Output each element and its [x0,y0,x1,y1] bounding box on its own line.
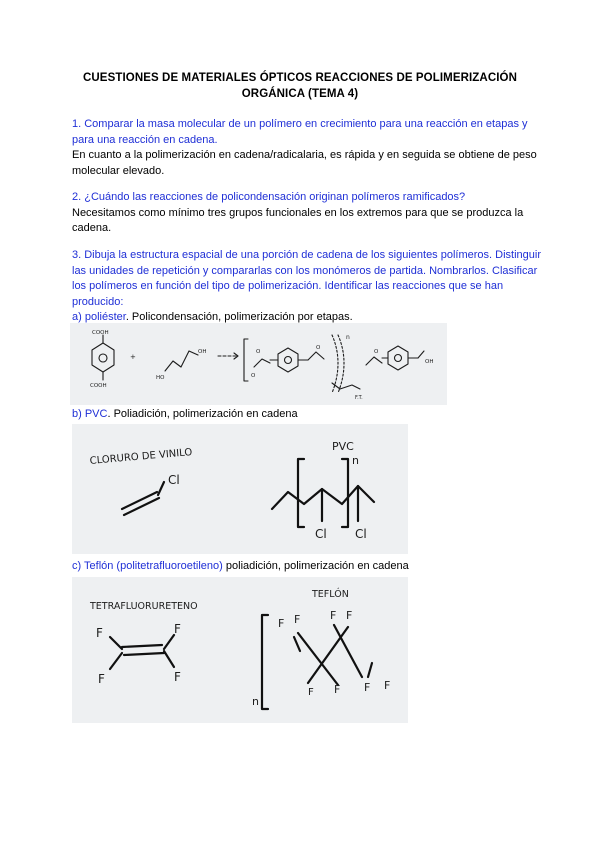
item-c [72,559,542,575]
f-poly-5: F [308,687,314,698]
f-monomer-2: F [174,622,181,636]
f-poly-6: F [334,683,341,696]
pvc-sketch [72,424,408,554]
item-b-text: . Poliadición, polimerización en cadena [107,408,298,420]
teflon-title-label: TEFLÓN [312,589,349,600]
item-b-label: b) PVC [72,408,108,420]
title-line-1: CUESTIONES DE MATERIALES ÓPTICOS REACCIONES DE POLIMERIZACIÓN [83,72,517,84]
f-poly-8: F [384,679,391,692]
f-monomer-3: F [98,672,105,686]
question-1-text: 1. Comparar la masa molecular de un polímero en crecimiento para una reacción en etapas y para una reacción en cadena. [72,118,528,146]
f-monomer-1: F [96,626,103,640]
teflon-drawing [72,577,408,723]
answer-2-text: Necesitamos como mínimo tres grupos funcionales en los extremos para que se produzca la cadena. [72,206,524,235]
o-label-4: O [374,349,379,355]
ft-label: F.T. [355,395,363,401]
plus-label: + [130,353,136,361]
oh-right-label: OH [425,359,434,365]
pvc-drawing [72,424,408,554]
tetrafluoroethene-label: TETRAFLUORURETENO [90,601,198,612]
item-a-label: a) poliéster [72,311,126,324]
o-label-1: O [256,349,261,355]
vinyl-chloride-label: CLORURO DE VINILO [89,447,193,467]
pvc-title-label: PVC [332,440,354,453]
oh-label: OH [198,349,207,355]
f-poly-2: F [294,613,301,626]
f-poly-4: F [346,609,353,622]
question-2-text: 2. ¿Cuándo las reacciones de policondensación originan polímeros ramificados? [72,191,466,203]
question-3 [72,248,542,326]
n-teflon-label: n [252,695,259,708]
ho-label: HO [156,375,165,381]
cooh-top-label: COOH [92,330,109,336]
title-line-2: ORGÁNICA (TEMA 4) [241,88,359,100]
o-label-3: O [316,345,321,351]
question-1 [72,117,542,179]
item-c-label: c) Teflón (politetrafluoroetileno) [72,560,223,572]
cl-monomer-label: Cl [168,473,180,487]
document-title [60,70,540,102]
n-subscript: n [352,454,359,467]
f-monomer-4: F [174,670,181,684]
f-poly-7: F [364,681,371,694]
teflon-sketch [72,577,408,723]
question-3-text: 3. Dibuja la estructura espacial de una porción de cadena de los siguientes polímeros. Distinguir las unidades de repetición y compararlas con los monómeros de partida. Nombrarlos. Clasificar los polímeros en función del tipo de polimerización. Identificar las reacciones que se han producido: [72,249,541,308]
n-label: n [346,334,350,341]
cooh-bottom-label: COOH [90,383,107,389]
question-2 [72,190,542,237]
cl-chain-label-1: Cl [315,527,327,541]
item-a-text: . Policondensación, polimerización por etapas. [125,311,353,324]
f-poly-3: F [330,609,337,622]
cl-chain-label-2: Cl [355,527,367,541]
o-label-2: O [251,373,256,379]
answer-1-text: En cuanto a la polimerización en cadena/radicalaria, es rápida y en seguida se obtiene de peso molecular elevado. [72,149,537,177]
item-b [72,407,542,423]
polyester-drawing [70,323,447,405]
f-poly-1: F [278,617,285,630]
polyester-sketch [70,323,447,405]
item-c-text: poliadición, polimerización en cadena [222,560,409,572]
